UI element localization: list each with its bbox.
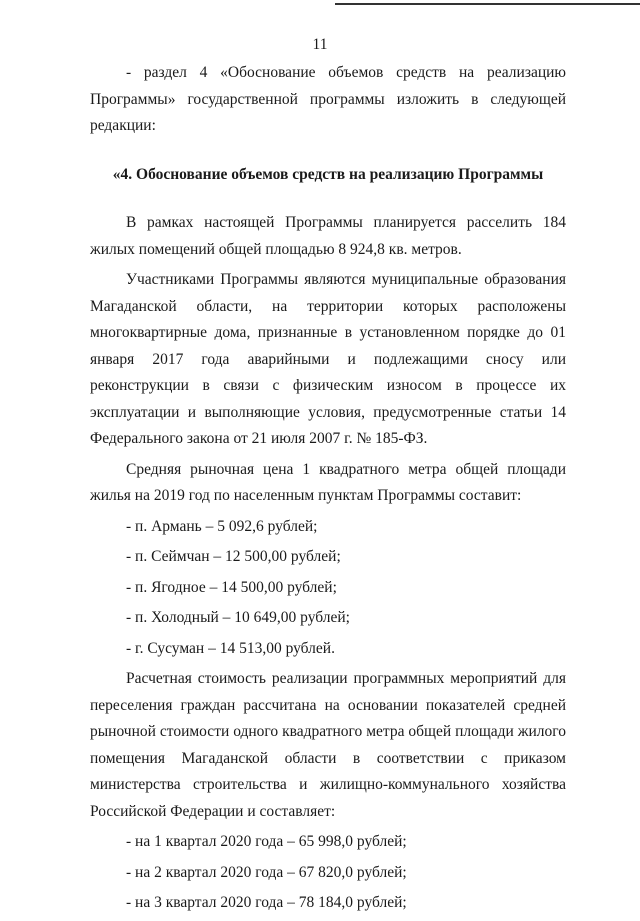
quarter-item-2: - на 2 квартал 2020 года – 67 820,0 рублей; (126, 863, 407, 881)
price-item-arman: - п. Армань – 5 092,6 рублей; (126, 517, 318, 535)
price-item-susuman: - г. Сусуман – 14 513,00 рублей. (126, 639, 335, 657)
intro-paragraph: - раздел 4 «Обоснование объемов средств на реализацию Программы» государственной программы изложить в следующей редакции: (90, 64, 566, 134)
section-heading: «4. Обоснование объемов средств на реализацию Программы (112, 165, 544, 183)
page-number: 11 (312, 36, 328, 53)
price-item-seymchan: - п. Сеймчан – 12 500,00 рублей; (126, 548, 341, 565)
top-rule (335, 3, 640, 5)
quarter-item-3: - на 3 квартал 2020 года – 78 184,0 рублей; (126, 894, 407, 911)
price-item-kholodny: - п. Холодный – 10 649,00 рублей; (126, 609, 350, 626)
price-item-yagodnoe: - п. Ягодное – 14 500,00 рублей; (126, 578, 337, 596)
document-body (90, 60, 566, 921)
paragraph-participants: Участниками Программы являются муниципальные образования Магаданской области, на территории которых расположены многоквартирные дома, признанные в установленном порядке до 01 января 2017 года аварийными и подлежащими сносу или реконструкции в связи с физическим износом в процессе их эксплуатации и выполняющие условия, предусмотренные статьи 14 Федерального закона от 21 июля 2007 г. № 185-ФЗ. (90, 271, 566, 447)
quarter-item-1: - на 1 квартал 2020 года – 65 998,0 рублей; (126, 833, 407, 850)
paragraph-market-price: Средняя рыночная цена 1 квадратного метра общей площади жилья на 2019 год по населенным пунктам Программы составит: (90, 460, 566, 504)
paragraph-cost: Расчетная стоимость реализации программных мероприятий для переселения граждан рассчитана на основании показателей средней рыночной стоимости одного квадратного метра общей площади жилого помещения Магаданской области в соответствии с приказом министерства строительства и жилищно-коммунального хозяйства Российской Федерации и составляет: (90, 670, 566, 820)
paragraph-resettle: В рамках настоящей Программы планируется расселить 184 жилых помещений общей площадью 8 924,8 кв. метров. (90, 214, 566, 258)
